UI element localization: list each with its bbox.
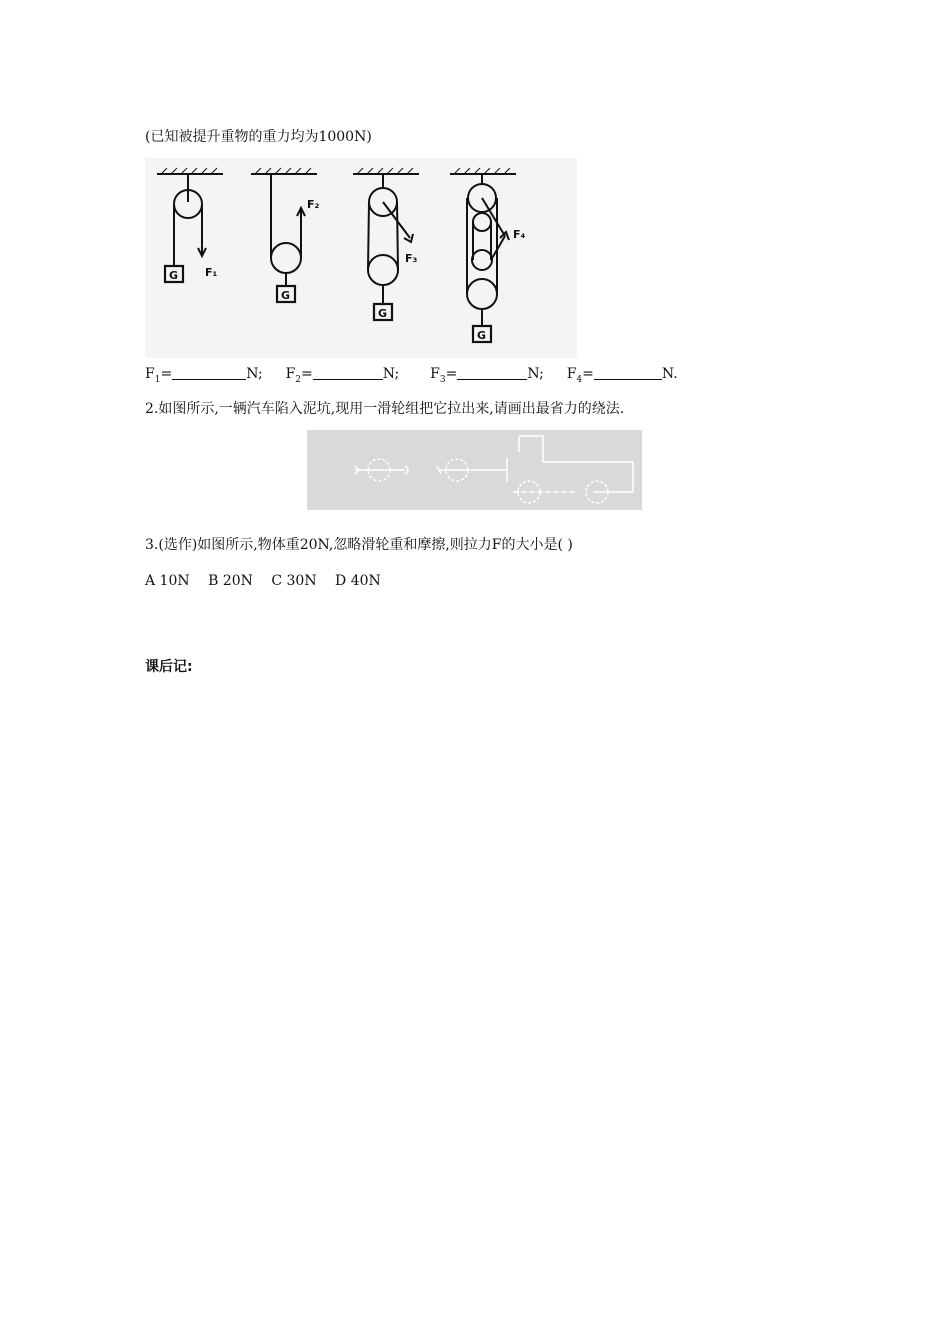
- blank-f3[interactable]: [457, 365, 527, 380]
- force-label-3: F₃: [405, 252, 418, 265]
- question-3: 3.(选作)如图所示,物体重20N,忽略滑轮重和摩擦,则拉力F的大小是( ): [145, 537, 573, 553]
- given-note: (已知被提升重物的重力均为1000N): [145, 129, 372, 145]
- answer-f2: $F_2= N$;: [285, 366, 400, 385]
- blank-f2[interactable]: [313, 365, 383, 380]
- option-c[interactable]: C 30N: [271, 573, 317, 589]
- answer-f3: $F_3= N$;: [430, 366, 544, 385]
- weight-label-4: G: [477, 329, 487, 342]
- weight-label-1: G: [169, 269, 179, 282]
- option-a[interactable]: A 10N: [145, 573, 190, 589]
- weight-label-3: G: [378, 307, 388, 320]
- answer-f1: $F_1= N$;: [145, 366, 263, 385]
- answer-row: [145, 365, 678, 389]
- truck-pulley-figure: [307, 430, 642, 510]
- options-row: [145, 572, 395, 590]
- force-label-1: F₁: [205, 266, 218, 279]
- option-b[interactable]: B 20N: [208, 573, 253, 589]
- pulley-systems-figure: [145, 158, 577, 358]
- weight-label-2: G: [281, 289, 291, 302]
- answer-f4: $F_4= N$.: [566, 366, 678, 385]
- force-label-2: F₂: [307, 198, 320, 211]
- blank-f4[interactable]: [594, 365, 662, 380]
- force-label-4: F₄: [513, 228, 526, 241]
- after-class-heading: 课后记:: [145, 659, 193, 675]
- question-2: 2.如图所示,一辆汽车陷入泥坑,现用一滑轮组把它拉出来,请画出最省力的绕法.: [145, 401, 625, 417]
- blank-f1[interactable]: [172, 365, 246, 380]
- option-d[interactable]: D 40N: [335, 573, 381, 589]
